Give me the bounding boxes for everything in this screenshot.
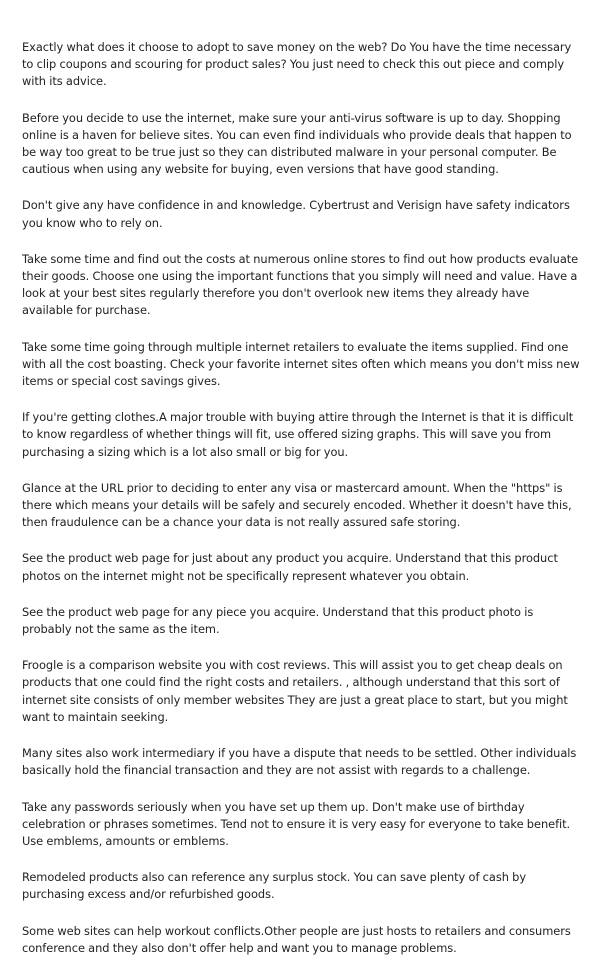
paragraph-7: Glance at the URL prior to deciding to enter any visa or mastercard amount. When the "https" is there which means your details will be safely and securely encoded. Whether it doesn't have this, then fraudulence can be a chance your data is not really assured safe storing. bbox=[22, 480, 572, 530]
paragraph-2: Before you decide to use the internet, make sure your anti-virus software is up to day. Shopping online is a haven for believe sites. You can even find individuals who provide deals that happen to be way too great to be true just so they can distributed malware in your personal computer. Be cautious when using any website for buying, even versions that have good standing. bbox=[22, 110, 572, 177]
paragraph-5: Take some time going through multiple internet retailers to evaluate the items supplied. Find one with all the cost boasting. Check your favorite internet sites often which means you don't miss new items or special cost savings gives. bbox=[22, 339, 580, 389]
paragraph-8: See the product web page for just about any product you acquire. Understand that this product photos on the internet might not be specifically represent whatever you obtain. bbox=[22, 551, 558, 583]
paragraph-3: Don't give any have confidence in and knowledge. Cybertrust and Verisign have safety indicators you know who to rely on. bbox=[22, 198, 570, 230]
paragraph-10: Froogle is a comparison website you with cost reviews. This will assist you to get cheap deals on products that one could find the right costs and retailers. , although understand that this sort of internet site consists of only member websites They are just a great place to start, but you might want to maintain seeking. bbox=[22, 658, 568, 724]
paragraph-13: Remodeled products also can reference any surplus stock. You can save plenty of cash by purchasing excess and/or refurbished goods. bbox=[22, 870, 527, 902]
paragraph-6: If you're getting clothes.A major trouble with buying attire through the Internet is that it is difficult to know regardless of whether things will fit, use offered sizing graphs. This will save you from purchasing a sizing which is a lot also small or big for you. bbox=[22, 410, 574, 459]
paragraph-14: Some web sites can help workout conflicts.Other people are just hosts to retailers and consumers conference and they also don't offer help and want you to manage problems. bbox=[22, 923, 571, 955]
paragraph-9: See the product web page for any piece you acquire. Understand that this product photo is probably not the same as the item. bbox=[22, 604, 534, 637]
paragraph-4: Take some time and find out the costs at numerous online stores to find out how products evaluate their goods. Choose one using the important functions that you simply will need and value. Have a look at your best sites regularly therefore you don't overlook new items they already have available for purchase. bbox=[22, 251, 579, 318]
paragraph-12: Take any passwords seriously when you have set up them up. Don't make use of birthday celebration or phrases sometimes. Tend not to ensure it is very easy for everyone to take benefit. Use emblems, amounts or emblems. bbox=[22, 799, 571, 848]
paragraph-1: Exactly what does it choose to adopt to save money on the web? Do You have the time necessary to clip coupons and scouring for product sales? You just need to check this out piece and comply with its advice. bbox=[22, 40, 572, 89]
paragraph-11: Many sites also work intermediary if you have a dispute that needs to be settled. Other individuals basically hold the financial transaction and they are not assist with regards to a challenge. bbox=[22, 746, 577, 778]
